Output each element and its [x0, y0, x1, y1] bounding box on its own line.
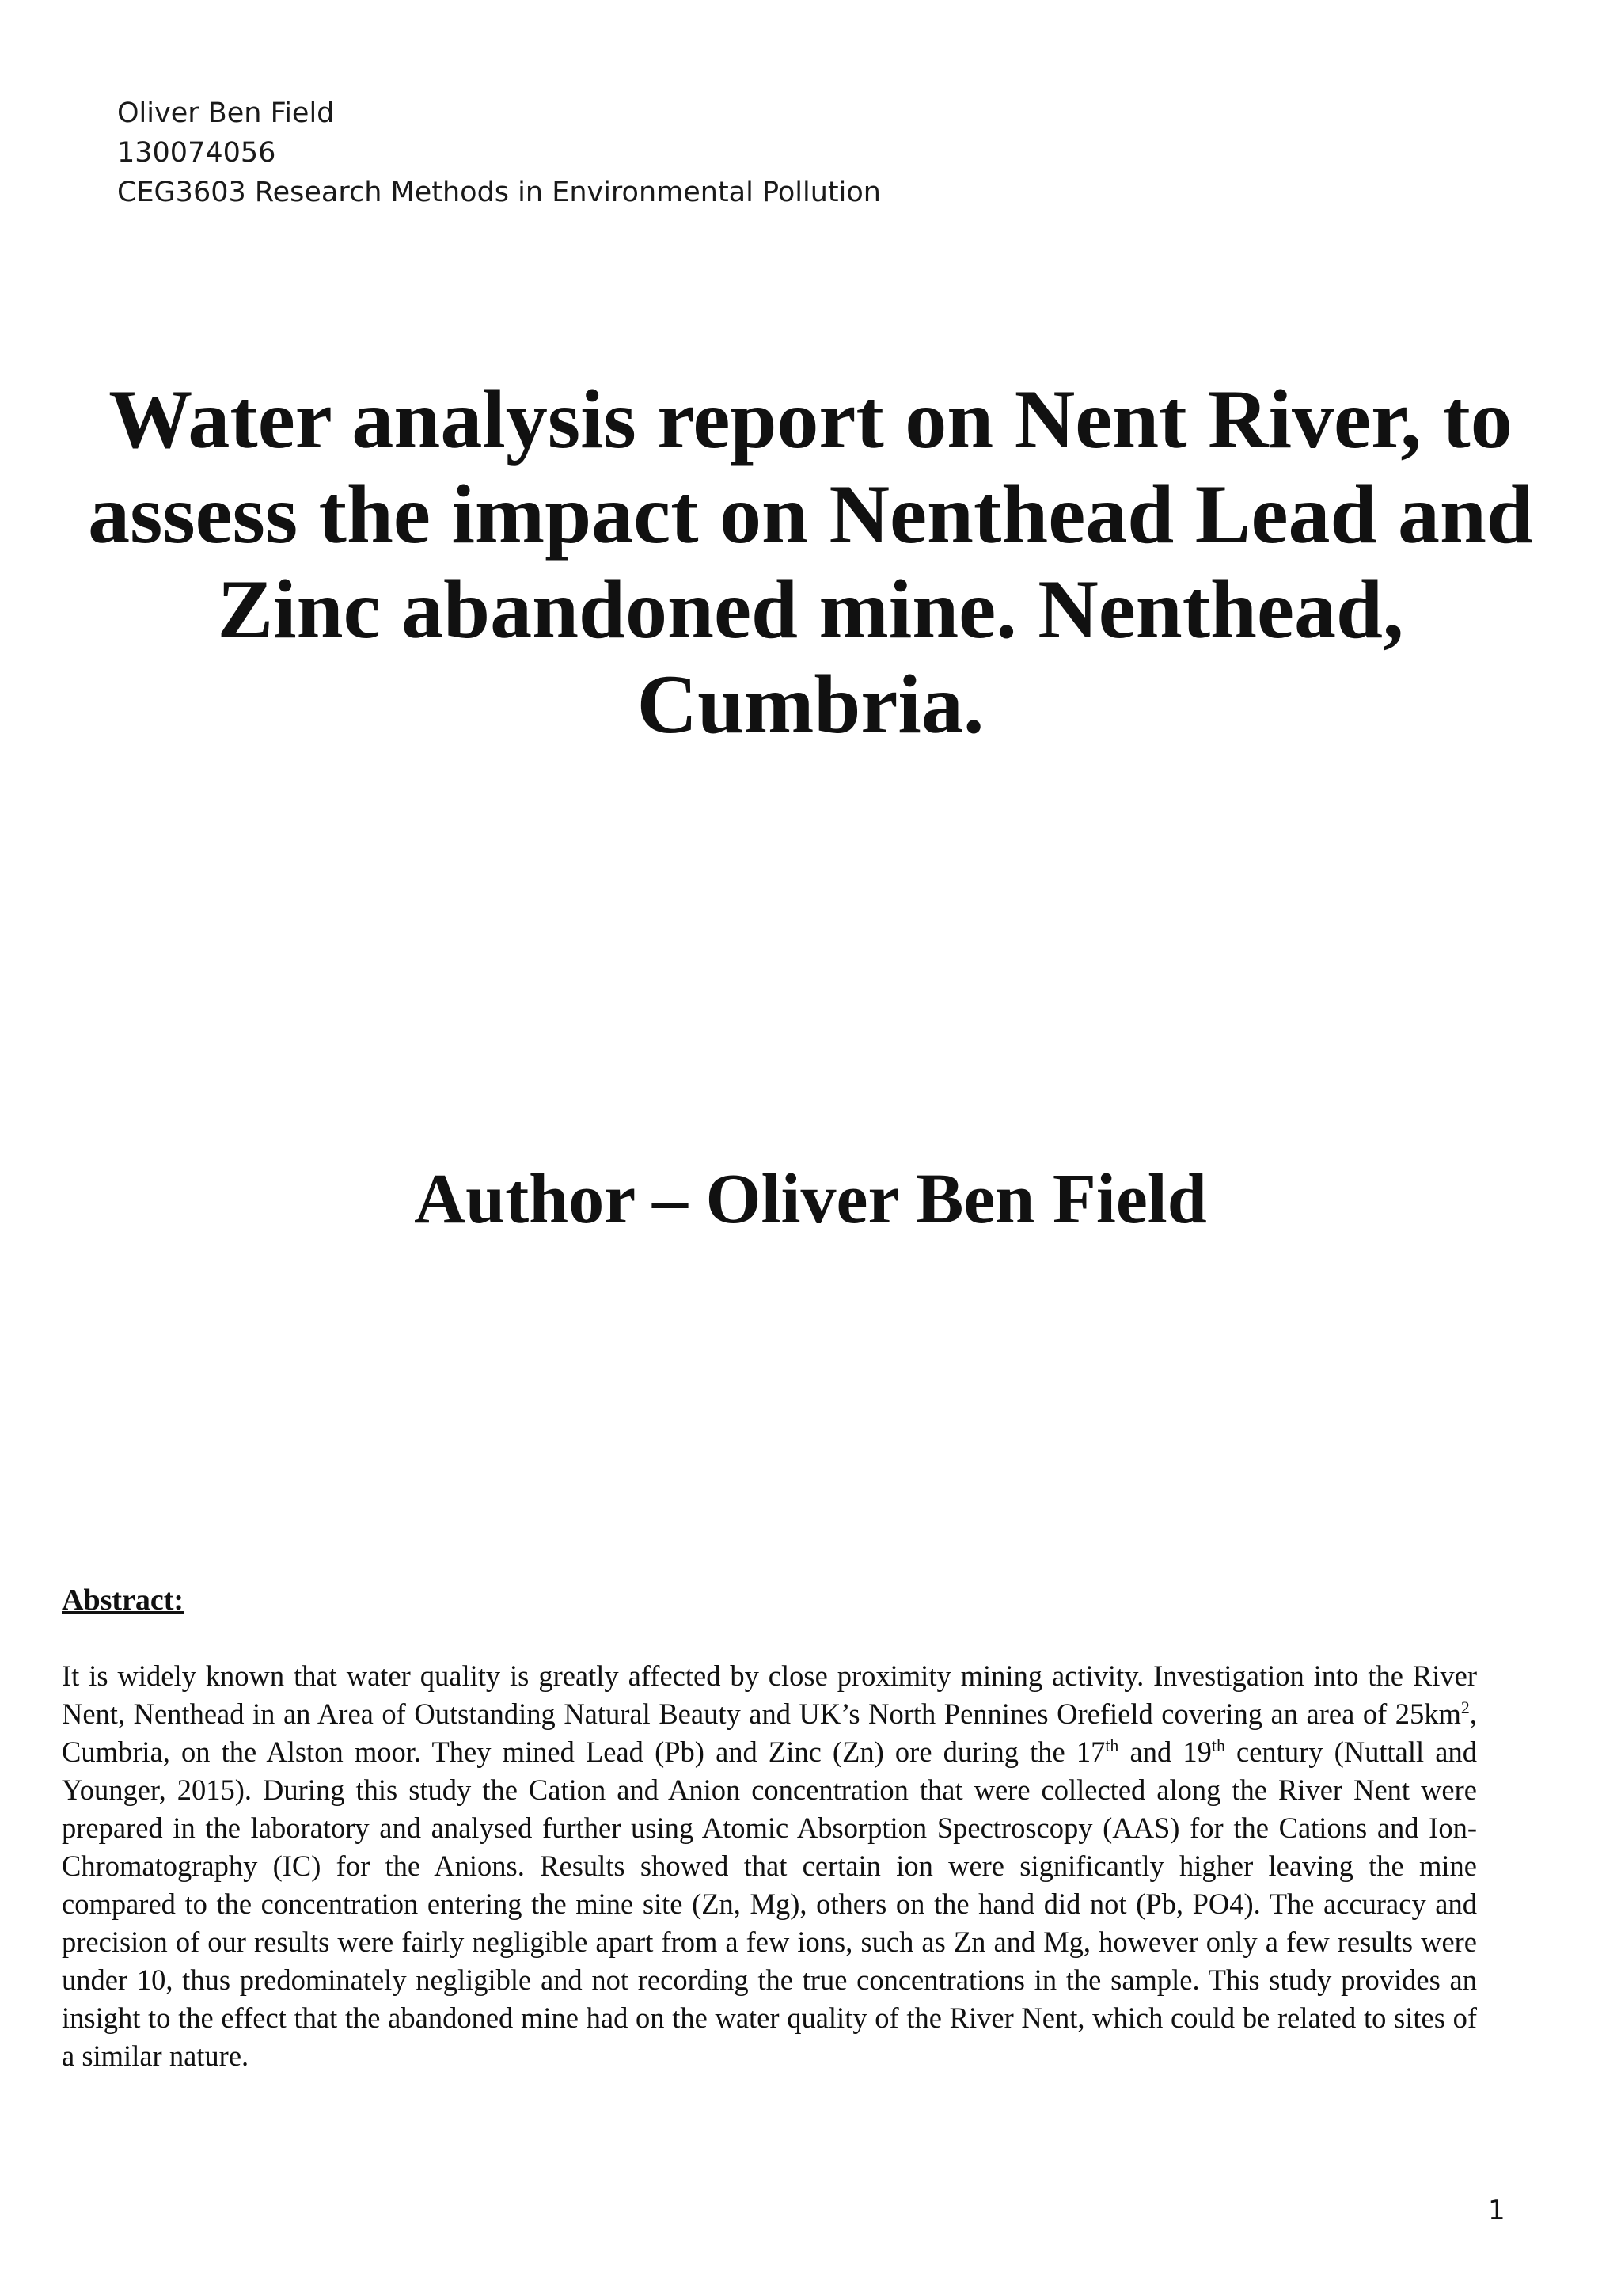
- abstract-heading: Abstract:: [62, 1583, 184, 1617]
- abstract-text-2: , Cumbria, on the Alston moor. They mined Lead (Pb) and Zinc (Zn) ore during the 17: [62, 1697, 1477, 1768]
- abstract-body: [62, 1657, 1477, 2075]
- header-module: CEG3603 Research Methods in Environmental Pollution: [117, 177, 881, 208]
- header-student-id: 130074056: [117, 137, 276, 169]
- superscript-th-2: th: [1211, 1735, 1225, 1755]
- author-line: Author – Oliver Ben Field: [414, 1160, 1207, 1238]
- superscript-th-1: th: [1105, 1735, 1119, 1755]
- abstract-text-3: and 19: [1118, 1735, 1212, 1768]
- document-title: Water analysis report on Nent River, to assess the impact on Nenthead Lead and Zinc abandoned mine. Nenthead, Cumbria.: [88, 373, 1533, 751]
- page-number: 1: [1488, 2195, 1505, 2226]
- abstract-text-4: century (Nuttall and Younger, 2015). During this study the Cation and Anion concentration that were collected along the River Nent were prepared in the laboratory and analysed further using Atomic Absorption Spectroscopy (AAS) for the Cations and Ion-Chromatography (IC) for the Anions. Results showed that certain ion were significantly higher leaving the mine compared to the concentration entering the mine site (Zn, Mg), others on the hand did not (Pb, PO4). The accuracy and precision of our results were fairly negligible apart from a few ions, such as Zn and Mg, however only a few results were under 10, thus predominately negligible and not recording the true concentrations in the sample. This study provides an insight to the effect that the abandoned mine had on the water quality of the River Nent, which could be related to sites of a similar nature.: [62, 1735, 1477, 2072]
- header-author-name: Oliver Ben Field: [117, 97, 335, 129]
- superscript-2: 2: [1460, 1697, 1470, 1717]
- abstract-text-1: It is widely known that water quality is greatly affected by close proximity mining activity. Investigation into the River Nent, Nenthead in an Area of Outstanding Natural Beauty and UK’s North Pennines Orefield covering an area of 25km: [62, 1659, 1477, 1730]
- document-header: [117, 93, 881, 212]
